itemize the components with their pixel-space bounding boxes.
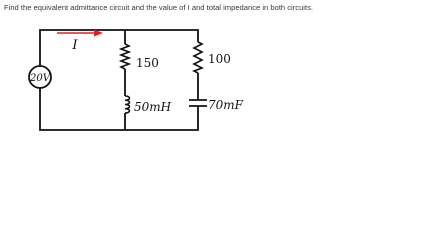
inductor-50mH-label: 50mH	[134, 100, 172, 114]
resistor-100-symbol	[194, 42, 202, 73]
current-label: I	[72, 38, 78, 53]
resistor-100-label: 100	[208, 52, 231, 66]
resistor-150-symbol	[121, 44, 129, 69]
source-label: 20V	[30, 73, 50, 84]
question-text: Find the equivalent admittance circuit and the value of I and total impedance in both circuits.	[4, 3, 313, 12]
left-wire-bottom	[40, 88, 198, 130]
circuit-wires	[40, 30, 198, 130]
capacitor-70mF-symbol	[189, 100, 207, 123]
left-wire-top	[40, 30, 198, 66]
resistor-150-label: 150	[136, 56, 159, 70]
inductor-50mH-symbol	[125, 96, 130, 113]
capacitor-70mF-label: 70mF	[208, 98, 243, 112]
